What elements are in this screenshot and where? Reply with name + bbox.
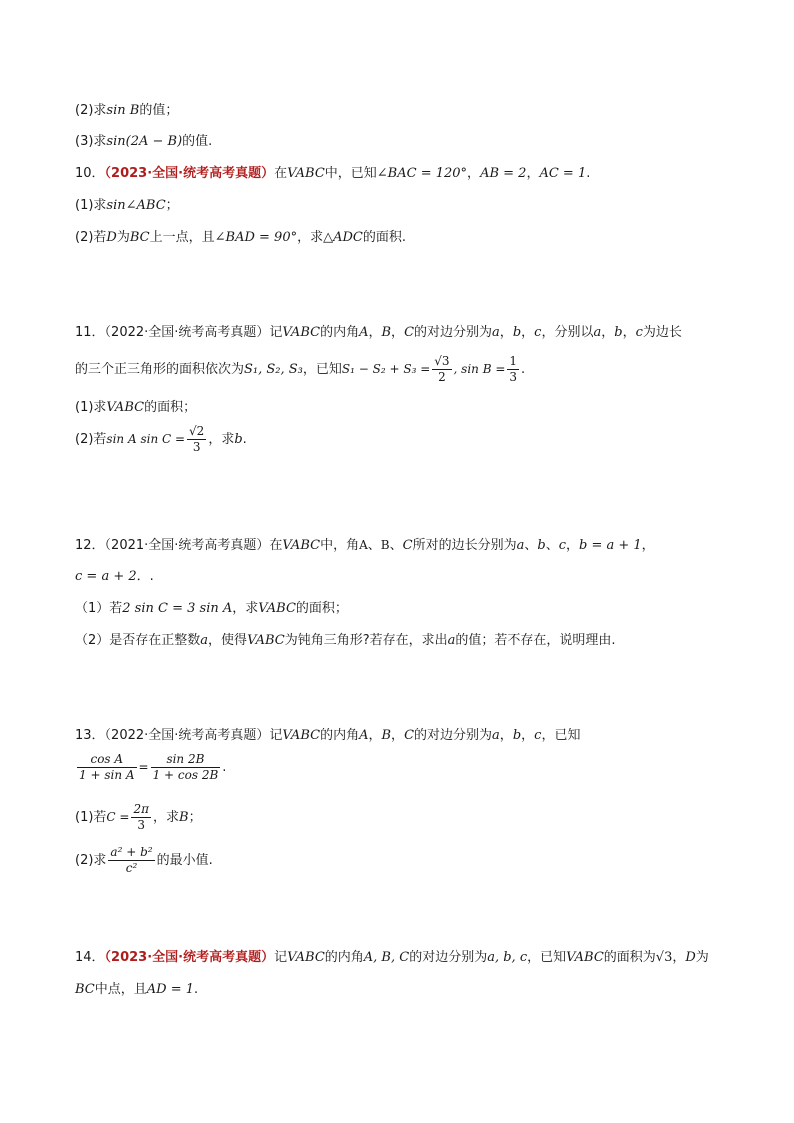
q13-part2 — [75, 845, 213, 876]
q12-sep-4: 、 — [545, 538, 559, 553]
q11-l1-a: 记 — [269, 325, 283, 340]
q11-comma-5: ， — [601, 325, 615, 340]
q11-A: A — [359, 325, 369, 340]
q12-l1-b: 中，角 — [320, 538, 360, 553]
q13-source: （2022·全国·统考高考真题） — [104, 728, 270, 743]
q12-p2-avar2: a — [447, 633, 456, 648]
q14-l1-g: 为 — [695, 950, 709, 965]
q14-sides: a, b, c — [487, 950, 528, 965]
q13-l1-b: 的内角 — [320, 728, 360, 743]
q11-b-2: b — [614, 325, 623, 340]
q11-frac1-num: √3 — [434, 354, 450, 368]
q11-p2-a: (2)若 — [75, 432, 107, 447]
q11-number: 11． — [75, 325, 105, 340]
q14-area: √3 — [655, 950, 673, 965]
q10-cond2: AB = 2 — [480, 166, 527, 181]
q10-p1-expr: sin∠ABC — [106, 198, 166, 213]
q10-number: 10． — [75, 166, 105, 181]
q11-frac-sqrt3 — [432, 354, 451, 385]
q13-p1-c: ； — [188, 810, 202, 825]
q12-p1-a: （1）若 — [75, 601, 123, 616]
q13-p2-num: a² + b² — [110, 845, 153, 859]
q10-p2-d: ，求 — [297, 230, 324, 245]
q9-part2-suffix: 的值； — [139, 103, 179, 118]
q14-l1-f: ， — [672, 950, 686, 965]
q12-eq1: b = a + 1 — [579, 538, 642, 553]
q11-comma-4: ， — [521, 325, 535, 340]
q9-part3-expr: sin(2A − B) — [106, 134, 183, 149]
q13-eq-sign: = — [138, 760, 149, 774]
q9-part3 — [75, 132, 212, 152]
q11-l1-b: 的内角 — [320, 325, 360, 340]
q13-B: B — [381, 728, 392, 743]
q10-end: . — [586, 166, 591, 181]
q13-a: a — [492, 728, 500, 743]
q11-l1-e: 为边长 — [642, 325, 682, 340]
q11-part1 — [75, 398, 196, 418]
q12-a: a — [516, 538, 525, 553]
q14-BC: BC — [75, 982, 95, 997]
q9-part3-suffix: 的值. — [182, 134, 213, 149]
q10-sep1: ， — [467, 166, 481, 181]
q12-p2-tri: VABC — [247, 633, 285, 648]
q14-AD: AD = 1 — [146, 982, 195, 997]
q10-p2-c: 上一点，且 — [149, 230, 215, 245]
q14-stem-line1 — [75, 948, 709, 968]
q12-A: A — [359, 538, 368, 552]
q10-p2-cond: ∠BAD = 90° — [214, 230, 298, 245]
q13-comma-4: ， — [521, 728, 535, 743]
q9-part2-expr: sin B — [106, 103, 140, 118]
q11-frac2-den: 3 — [509, 370, 518, 384]
q13-frac-right — [151, 752, 221, 783]
q12-number: 12． — [75, 538, 105, 553]
q12-b: b — [537, 538, 546, 553]
q13-number: 13． — [75, 728, 105, 743]
q13-l1-a: 记 — [269, 728, 283, 743]
q13-f1-den: 1 + sin A — [79, 768, 135, 782]
q11-p1-a: (1)求 — [75, 400, 107, 415]
q14-l1-c: 的对边分别为 — [409, 950, 488, 965]
q12-stem-line1 — [75, 535, 655, 556]
q10-p1-prefix: (1)求 — [75, 198, 107, 213]
q10-text-b: 中，已知 — [324, 166, 377, 181]
q10-part2 — [75, 228, 406, 248]
q13-p2-den: c² — [125, 861, 138, 875]
q10-p2-e: 的面积. — [362, 230, 407, 245]
q12-p1-c: 的面积； — [295, 601, 348, 616]
q11-frac-sqrt2 — [187, 424, 206, 455]
q11-comma-1: ， — [368, 325, 382, 340]
q14-l2-a: 中点，且 — [94, 982, 147, 997]
q12-source: （2021·全国·统考高考真题） — [104, 538, 270, 553]
q13-equation — [75, 752, 226, 783]
q13-triangle: VABC — [282, 728, 321, 743]
q13-p1-b: ，求 — [153, 810, 180, 825]
q11-sinB: , sin B = — [453, 362, 506, 376]
q12-l1-a: 在 — [269, 538, 283, 553]
q11-p2-expr: sin A sin C = — [106, 432, 186, 446]
q11-p2-b: ，求 — [208, 432, 235, 447]
q11-p2-num: √2 — [189, 424, 205, 438]
q11-frac-one-third — [507, 354, 519, 385]
q14-l1-d: ，已知 — [527, 950, 567, 965]
q13-c: c — [534, 728, 542, 743]
q11-p2-c: . — [242, 432, 247, 447]
q11-l1-c: 的对边分别为 — [414, 325, 493, 340]
q12-eq2: c = a + 2 — [75, 569, 137, 584]
q9-part2 — [75, 101, 178, 121]
q13-l1-d: ，已知 — [541, 728, 581, 743]
q14-number: 14． — [75, 950, 105, 965]
q10-cond1: ∠BAC = 120° — [376, 166, 468, 181]
q13-A: A — [359, 728, 369, 743]
q11-comma-6: ， — [622, 325, 636, 340]
q11-C: C — [404, 325, 415, 340]
q12-p2-a: （2）是否存在正整数 — [75, 633, 201, 648]
q14-triangle: VABC — [287, 950, 325, 965]
q11-l1-d: ，分别以 — [541, 325, 594, 340]
q11-p1-tri: VABC — [106, 400, 145, 415]
q11-frac2-num: 1 — [509, 354, 518, 368]
q12-p2-avar: a — [200, 633, 209, 648]
q11-p2-bvar: b — [234, 432, 243, 447]
q13-comma-1: ， — [368, 728, 382, 743]
q13-comma-2: ， — [391, 728, 405, 743]
q11-B: B — [381, 325, 392, 340]
q11-a: a — [492, 325, 500, 340]
q11-l2-end: . — [521, 362, 526, 377]
q12-c: c — [558, 538, 566, 553]
q13-l1-c: 的对边分别为 — [414, 728, 493, 743]
q13-f2-num: sin 2B — [151, 752, 221, 768]
q12-p1-eq: 2 sin C = 3 sin A — [122, 601, 233, 616]
q11-c: c — [534, 325, 542, 340]
q11-l2-b: ，已知 — [302, 362, 342, 377]
q12-part2 — [75, 631, 616, 651]
q14-l1-a: 记 — [274, 950, 288, 965]
q13-comma-3: ， — [499, 728, 513, 743]
q13-p1-num: 2π — [133, 802, 150, 816]
q10-p2-BC: BC — [129, 230, 150, 245]
q10-cond3: AC = 1 — [539, 166, 587, 181]
q10-triangle: VABC — [287, 166, 325, 181]
q13-frac-left — [77, 752, 137, 783]
q12-p1-tri: VABC — [258, 601, 296, 616]
q12-p1-b: ，求 — [232, 601, 259, 616]
q13-l2-end: . — [222, 760, 227, 775]
q11-l2-a: 的三个正三角形的面积依次为 — [75, 362, 245, 377]
q11-comma-3: ， — [499, 325, 513, 340]
q13-b: b — [512, 728, 522, 743]
q11-stem-line1 — [75, 323, 682, 343]
q12-p2-c: 为钝角三角形?若存在，求出 — [284, 633, 448, 648]
q12-p2-b: ，使得 — [208, 633, 248, 648]
q12-B: B — [380, 538, 390, 552]
q12-triangle: VABC — [282, 538, 321, 553]
q13-frac-2pi-3 — [131, 802, 151, 833]
q11-triangle: VABC — [282, 325, 321, 340]
q11-comma-2: ， — [391, 325, 405, 340]
q10-p2-a: (2)若 — [75, 230, 107, 245]
q11-S-expr: S₁ − S₂ + S₃ = — [341, 362, 431, 376]
q9-part3-prefix: (3)求 — [75, 134, 107, 149]
q11-a-2: a — [593, 325, 602, 340]
q10-p2-b: 为 — [116, 230, 130, 245]
q10-p2-D: D — [106, 230, 117, 245]
q14-l1-b: 的内角 — [324, 950, 364, 965]
q13-f1-num: cos A — [77, 752, 137, 768]
q13-p1-lhs: C = — [106, 810, 130, 824]
q13-p1-den: 3 — [137, 818, 146, 832]
q14-l2-end: . — [194, 982, 199, 997]
q13-p2-b: 的最小值. — [156, 853, 213, 868]
q14-D: D — [685, 950, 696, 965]
q11-p2-den: 3 — [192, 440, 201, 454]
q13-f2-den: 1 + cos 2B — [152, 768, 219, 782]
q12-sep-3: 、 — [524, 538, 538, 553]
q14-source: （2023·全国·统考高考真题） — [104, 950, 275, 965]
q10-stem — [75, 164, 590, 184]
q11-stem-line2 — [75, 354, 525, 385]
q12-comma-2: ， — [641, 538, 655, 553]
q13-p2-a: (2)求 — [75, 853, 107, 868]
q10-source: （2023·全国·统考高考真题） — [104, 166, 275, 181]
q14-stem-line2 — [75, 980, 198, 1000]
q10-part1 — [75, 196, 179, 216]
q12-comma-1: ， — [565, 538, 579, 553]
q13-stem-line1 — [75, 726, 580, 746]
q11-c-2: c — [635, 325, 643, 340]
q13-frac-sq — [108, 845, 154, 876]
q11-source: （2022·全国·统考高考真题） — [104, 325, 270, 340]
q12-sep-2: 、 — [389, 538, 403, 553]
q13-p1-a: (1)若 — [75, 810, 107, 825]
q11-b: b — [512, 325, 522, 340]
q14-angles: A, B, C — [363, 950, 410, 965]
q14-triangle-2: VABC — [566, 950, 604, 965]
q10-sep2: ， — [526, 166, 540, 181]
q12-p2-d: 的值；若不存在，说明理由. — [455, 633, 616, 648]
q12-C: C — [402, 538, 413, 553]
q12-l1-c: 所对的边长分别为 — [412, 538, 517, 553]
q10-p2-tri: △ADC — [323, 230, 363, 245]
q11-S-list: S₁, S₂, S₃ — [244, 362, 303, 377]
q13-part1 — [75, 802, 202, 833]
q10-text-a: 在 — [274, 166, 288, 181]
q10-p1-suffix: ； — [165, 198, 179, 213]
q13-p1-B: B — [179, 810, 189, 825]
q12-sep-1: 、 — [367, 538, 381, 553]
q11-frac1-den: 2 — [438, 370, 446, 384]
q9-part2-prefix: (2)求 — [75, 103, 107, 118]
q12-l2-end: ．. — [136, 569, 154, 584]
q11-part2 — [75, 424, 247, 455]
q12-part1 — [75, 599, 348, 619]
q14-l1-e: 的面积为 — [603, 950, 656, 965]
q13-C: C — [404, 728, 415, 743]
q12-stem-line2 — [75, 567, 154, 587]
q11-p1-b: 的面积； — [144, 400, 197, 415]
